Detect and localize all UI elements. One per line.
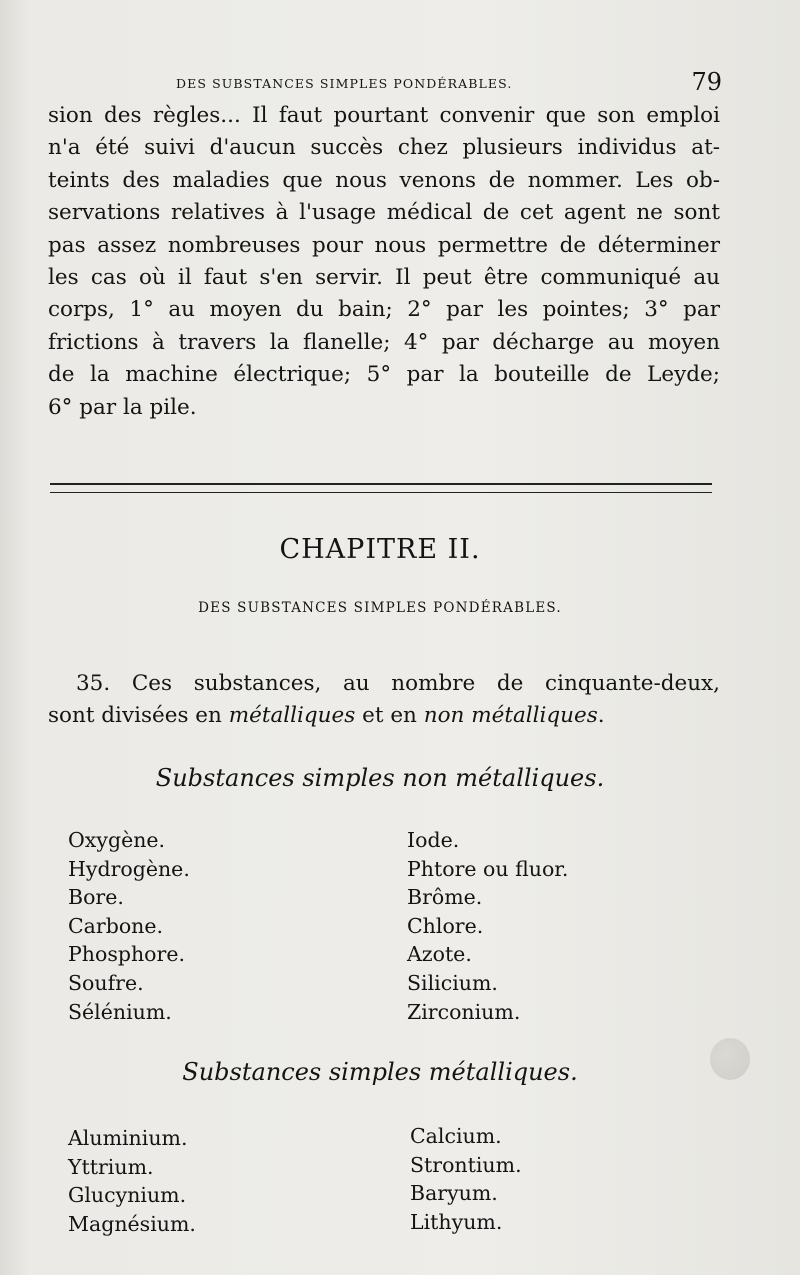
nonmetallic-list-left [68, 826, 190, 1026]
text-line: teints des maladies que nous venons de nommer. Les ob- [48, 167, 720, 193]
intro-paragraph [48, 668, 720, 732]
text-line: les cas où il faut s'en servir. Il peut être communiqué au [48, 265, 720, 291]
list-item: Phosphore. [68, 942, 185, 967]
list-item: Sélénium. [68, 999, 172, 1024]
intro-text: . [597, 703, 605, 728]
nonmetallic-heading: Substances simples non métalliques. [155, 764, 605, 792]
list-item: Zirconium. [407, 999, 521, 1024]
text-line: pas assez nombreuses pour nous permettre de déterminer [48, 232, 720, 258]
text-line: frictions à travers la flanelle; 4° par décharge au moyen [48, 329, 720, 355]
intro-line-1: 35. Ces substances, au nombre de cinquante-deux, [76, 671, 720, 696]
list-item: Soufre. [68, 970, 144, 995]
text-line: sion des règles... Il faut pourtant convenir que son emploi [48, 103, 720, 128]
list-item: Silicium. [407, 970, 498, 995]
metallic-heading: Substances simples métalliques. [182, 1058, 578, 1086]
text-line: corps, 1° au moyen du bain; 2° par les pointes; 3° par [48, 297, 720, 323]
list-item: Iode. [407, 828, 460, 852]
list-item: Aluminium. [68, 1126, 188, 1150]
list-item: Hydrogène. [68, 856, 190, 881]
list-item: Baryum. [410, 1181, 498, 1206]
list-item: Glucynium. [68, 1183, 187, 1208]
list-item: Strontium. [410, 1152, 522, 1177]
text-line: servations relatives à l'usage médical de cet agent ne sont [48, 200, 720, 226]
list-item: Yttrium. [68, 1154, 154, 1179]
list-item: Oxygène. [68, 828, 166, 852]
section-divider [50, 483, 712, 493]
intro-emphasis-nonmetallic: non métalliques [423, 703, 598, 728]
list-item: Calcium. [410, 1124, 502, 1148]
intro-text: et en [355, 703, 424, 728]
metallic-list-left [68, 1124, 196, 1238]
running-head: DES SUBSTANCES SIMPLES PONDÉRABLES. [176, 76, 513, 91]
chapter-title: CHAPITRE II. [279, 534, 481, 565]
intro-line-2 [48, 700, 720, 732]
text-line: n'a été suivi d'aucun succès chez plusieurs individus at- [48, 135, 720, 161]
list-item: Azote. [407, 942, 472, 967]
text-line: de la machine électrique; 5° par la bouteille de Leyde; [48, 362, 720, 388]
chapter-subtitle: DES SUBSTANCES SIMPLES PONDÉRABLES. [198, 600, 562, 616]
page-header [48, 68, 728, 98]
page-number: 79 [691, 68, 722, 96]
list-item: Lithyum. [410, 1209, 503, 1234]
intro-emphasis-metallic: métalliques [228, 703, 356, 728]
list-item: Chlore. [407, 913, 484, 938]
metallic-list-right [410, 1122, 522, 1236]
list-item: Phtore ou fluor. [407, 856, 569, 881]
intro-text: sont divisées en [48, 703, 229, 728]
list-item: Bore. [68, 885, 124, 910]
list-item: Magnésium. [68, 1211, 196, 1236]
list-item: Brôme. [407, 885, 483, 910]
nonmetallic-list-right [407, 826, 568, 1026]
text-line: 6° par la pile. [48, 394, 197, 420]
list-item: Carbone. [68, 913, 164, 938]
paragraph-continuation [48, 100, 720, 424]
